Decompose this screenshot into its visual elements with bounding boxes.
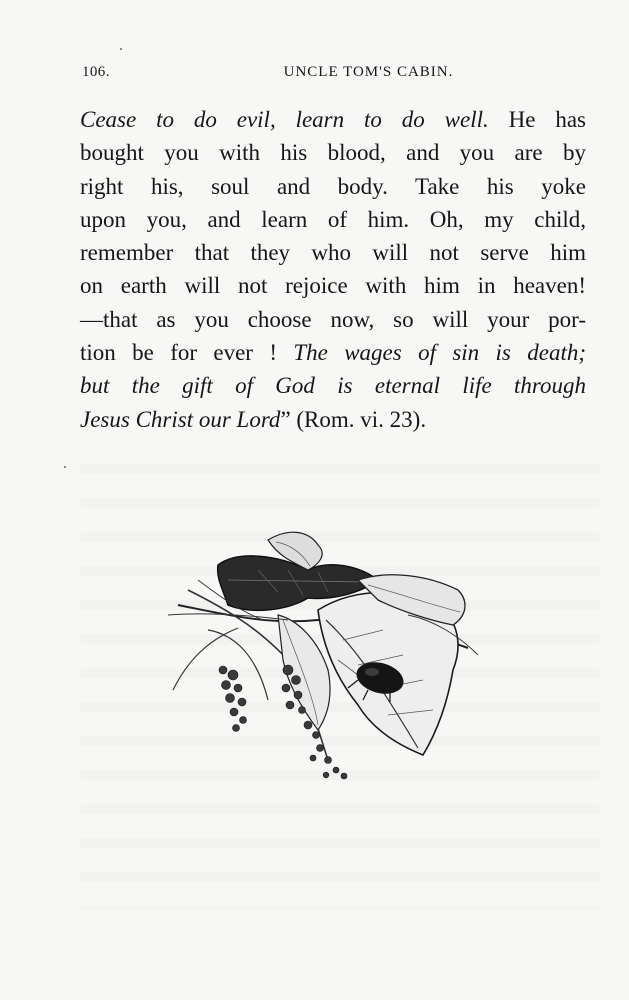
text-line: [80, 369, 586, 402]
text-line: upon you, and learn of him. Oh, my child,: [80, 206, 586, 232]
text-line: —that as you choose now, so will your por-: [80, 306, 586, 332]
text-line: remember that they who will not serve him: [80, 240, 586, 266]
text-italic: Jesus Christ our Lord: [80, 406, 281, 432]
paper-speck: [64, 466, 66, 468]
text-italic: The wages of sin is death;: [293, 340, 586, 366]
text-line: bought you with his blood, and you are by: [80, 140, 586, 166]
text-line: [80, 336, 586, 369]
text-line: [80, 103, 586, 136]
text-line: right his, soul and body. Take his yoke: [80, 173, 586, 199]
text-roman: ” (Rom. vi. 23).: [280, 406, 427, 432]
paper-speck: [120, 48, 122, 50]
text-italic: Cease to do evil, learn to do well.: [80, 107, 489, 132]
leaf-and-beetle-engraving-icon: [168, 520, 488, 790]
page-header: [82, 62, 585, 86]
body-text: [80, 103, 586, 436]
text-line: on earth will not rejoice with him in heaven!: [80, 273, 586, 299]
running-title: UNCLE TOM'S CABIN.: [283, 64, 454, 80]
page-number: 106.: [82, 64, 110, 80]
text-roman: He has: [488, 107, 586, 132]
text-line: [80, 403, 586, 436]
text-italic: but the gift of God is eternal life through: [80, 373, 586, 399]
text-roman: tion be for ever !: [80, 340, 294, 366]
